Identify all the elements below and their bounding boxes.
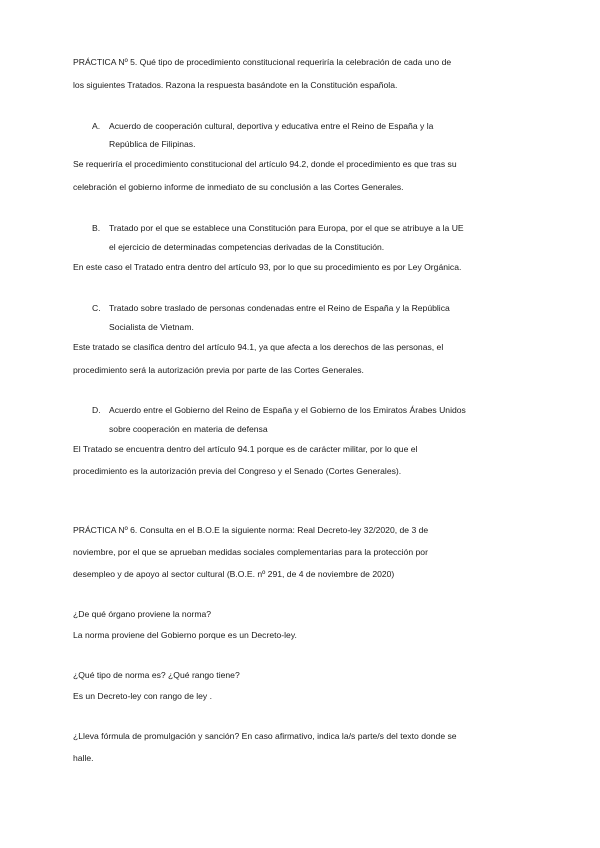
- item-b-label: B.: [92, 223, 101, 233]
- item-c-answer-line-1: Este tratado se clasifica dentro del artículo 94.1, ya que afecta a los derechos de las personas, el: [73, 342, 444, 352]
- item-c-line-1: Tratado sobre traslado de personas condenadas entre el Reino de España y la República: [109, 303, 450, 313]
- item-d-line-2: sobre cooperación en materia de defensa: [109, 424, 268, 434]
- practica6-heading-line-2: noviembre, por el que se aprueban medidas sociales complementarias para la protección por: [73, 547, 428, 557]
- item-b-line-2: el ejercicio de determinadas competencias derivadas de la Constitución.: [109, 242, 385, 252]
- item-c-answer-line-2: procedimiento será la autorización previa por parte de las Cortes Generales.: [73, 365, 364, 375]
- question-1: ¿De qué órgano proviene la norma?: [73, 609, 212, 619]
- item-c-label: C.: [92, 303, 101, 313]
- item-d-line-1: Acuerdo entre el Gobierno del Reino de España y el Gobierno de los Emiratos Árabes Unidos: [109, 405, 466, 415]
- item-d-answer-line-1: El Tratado se encuentra dentro del artículo 94.1 porque es de carácter militar, por lo que el: [73, 444, 418, 454]
- practica6-heading-line-3: desempleo y de apoyo al sector cultural (B.O.E. nº 291, de 4 de noviembre de 2020): [73, 569, 395, 579]
- item-a-label: A.: [92, 121, 101, 131]
- item-a-answer-line-1: Se requeriría el procedimiento constitucional del artículo 94.2, donde el procedimiento es que tras su: [73, 159, 457, 169]
- question-3-line-2: halle.: [73, 753, 94, 763]
- item-c-line-2: Socialista de Vietnam.: [109, 322, 194, 332]
- practica5-heading-line-1: PRÁCTICA Nº 5. Qué tipo de procedimiento constitucional requeriría la celebración de cada uno de: [73, 57, 452, 67]
- practica6-heading-line-1: PRÁCTICA Nº 6. Consulta en el B.O.E la siguiente norma: Real Decreto-ley 32/2020, de 3 de: [73, 525, 429, 535]
- item-b-line-1: Tratado por el que se establece una Constitución para Europa, por el que se atribuye a la UE: [109, 223, 464, 233]
- item-a-line-2: República de Filipinas.: [109, 139, 196, 149]
- item-b-answer-line-1: En este caso el Tratado entra dentro del artículo 93, por lo que su procedimiento es por Ley Orgánica.: [73, 262, 462, 272]
- answer-1: La norma proviene del Gobierno porque es un Decreto-ley.: [73, 630, 297, 640]
- item-d-label: D.: [92, 405, 101, 415]
- practica5-heading-line-2: los siguientes Tratados. Razona la respuesta basándote en la Constitución española.: [73, 80, 398, 90]
- item-a-answer-line-2: celebración el gobierno informe de inmediato de su conclusión a las Cortes Generales.: [73, 182, 404, 192]
- question-3-line-1: ¿Lleva fórmula de promulgación y sanción? En caso afirmativo, indica la/s parte/s del texto donde se: [73, 731, 457, 741]
- item-d-answer-line-2: procedimiento es la autorización previa del Congreso y el Senado (Cortes Generales).: [73, 466, 402, 476]
- answer-2: Es un Decreto-ley con rango de ley .: [73, 691, 213, 701]
- question-2: ¿Qué tipo de norma es? ¿Qué rango tiene?: [73, 670, 240, 680]
- item-a-line-1: Acuerdo de cooperación cultural, deportiva y educativa entre el Reino de España y la: [109, 121, 434, 131]
